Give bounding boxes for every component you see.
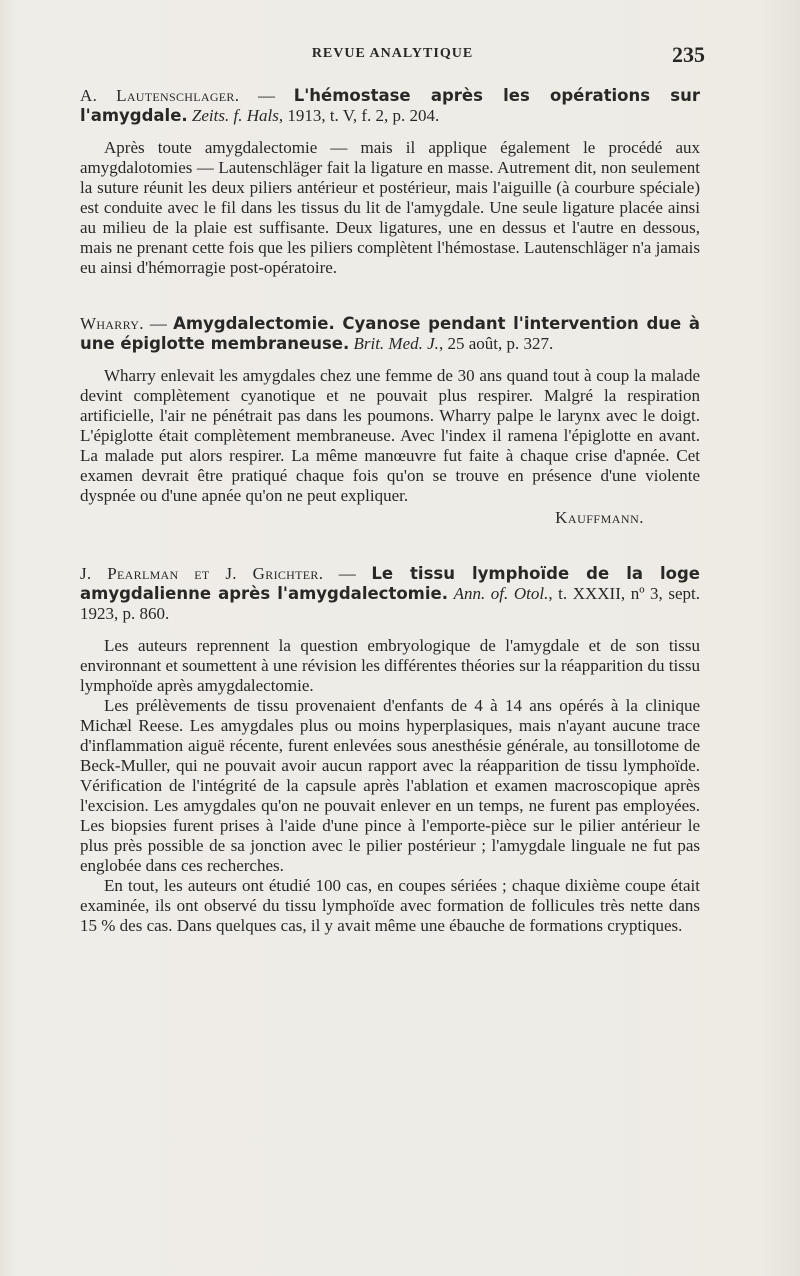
article-title: Amygdalectomie. Cyanose pendant l'intervention due à une épiglotte membraneuse. bbox=[80, 314, 700, 353]
review-entry bbox=[80, 86, 700, 278]
page-number: 235 bbox=[672, 42, 705, 67]
author-name: A. Lautenschlager. bbox=[80, 86, 240, 105]
reference-line bbox=[80, 564, 700, 624]
abstract-paragraph: Les prélèvements de tissu provenaient d'enfants de 4 à 14 ans opérés à la clinique Michæl Reese. Les amygdales plus ou moins hyperplasiques, mais n'ayant aucune trace d'inflammation aiguë récente, furent enlevées sous anesthésie générale, au tonsillotome de Beck-Muller, qui ne pouvait avoir aucun rapport avec la réapparition de tissu lymphoïde. Vérification de l'intégrité de la capsule après l'ablation et examen macroscopique après l'excision. Les amygdales qu'on ne pouvait enlever en un temps, ne furent pas employées. Les biopsies furent prises à l'aide d'une pince à l'emporte-pièce sur le pilier antérieur le plus près possible de sa jonction avec le pilier postérieur ; l'amygdale linguale ne fut pas englobée dans ces recherches. bbox=[80, 696, 700, 875]
reference-line bbox=[80, 314, 700, 354]
source-details: , t. XXXII, nº 3, sept. 1923, p. 860. bbox=[80, 584, 701, 623]
source-journal: Ann. of. Otol. bbox=[453, 584, 549, 603]
article-title: Le tissu lymphoïde de la loge amygdalienne après l'amygdalectomie. bbox=[80, 564, 700, 603]
source-journal: Brit. Med. J. bbox=[353, 334, 439, 353]
source-details: , 25 août, p. 327. bbox=[438, 334, 554, 353]
abstract-paragraph: Les auteurs reprennent la question embryologique de l'amygdale et de son tissu environnant et soumettent à une révision les différentes théories sur la réapparition du tissu lymphoïde après amygdalectomie. bbox=[80, 636, 700, 695]
dash: — bbox=[323, 564, 372, 583]
reviewer-signature: Kauffmann. bbox=[555, 508, 644, 527]
author-name: J. Pearlman et J. Grichter. bbox=[80, 564, 324, 583]
review-entry bbox=[80, 564, 700, 936]
source-details: , 1913, t. V, f. 2, p. 204. bbox=[278, 106, 440, 125]
abstract-paragraph: En tout, les auteurs ont étudié 100 cas, en coupes sériées ; chaque dixième coupe était examinée, ils ont observé du tissu lymphoïde avec formation de follicules très nette dans 15 % des cas. Dans quelques cas, il y avait même une ébauche de formations cryptiques. bbox=[80, 876, 700, 935]
reference-line bbox=[80, 86, 700, 126]
page-header bbox=[80, 44, 705, 74]
author-name: Wharry. bbox=[80, 314, 144, 333]
page-content bbox=[80, 86, 700, 936]
running-head: REVUE ANALYTIQUE bbox=[311, 46, 474, 61]
dash: — bbox=[143, 314, 174, 333]
abstract-paragraph: Wharry enlevait les amygdales chez une femme de 30 ans quand tout à coup la malade devint complètement cyanotique et ne pouvait plus respirer. Malgré la respiration artificielle, l'air ne pénétrait pas dans les poumons. Wharry palpe le larynx avec le doigt. L'épiglotte était complètement membraneuse. Avec l'index il ramena l'épiglotte en avant. La malade put alors respirer. La même manœuvre fut faite à chaque crise d'apnée. Cet examen devrait être pratiqué chaque fois qu'on se trouve en présence d'une violente dyspnée ou d'une apnée qu'on ne peut expliquer. bbox=[80, 366, 700, 505]
dash: — bbox=[239, 86, 294, 105]
source-journal: Zeits. f. Hals bbox=[191, 106, 279, 125]
abstract-paragraph: Après toute amygdalectomie — mais il applique également le procédé aux amygdalotomies — Lautenschläger fait la ligature en masse. Autrement dit, non seulement la suture réunit les deux piliers antérieur et postérieur, mais l'aiguille (à courbure spéciale) est conduite avec le fil dans les tissus du lit de l'amygdale. Une seule ligature placée ainsi au milieu de la plaie est suffisante. Deux ligatures, une en dessus et l'autre en dessous, mais ne prenant cette fois que les piliers complètent l'hémostase. Lautenschläger n'a jamais eu ainsi d'hémorragie post-opératoire. bbox=[80, 138, 700, 277]
article-title: L'hémostase après les opérations sur l'amygdale. bbox=[80, 86, 701, 125]
review-entry bbox=[80, 314, 700, 528]
